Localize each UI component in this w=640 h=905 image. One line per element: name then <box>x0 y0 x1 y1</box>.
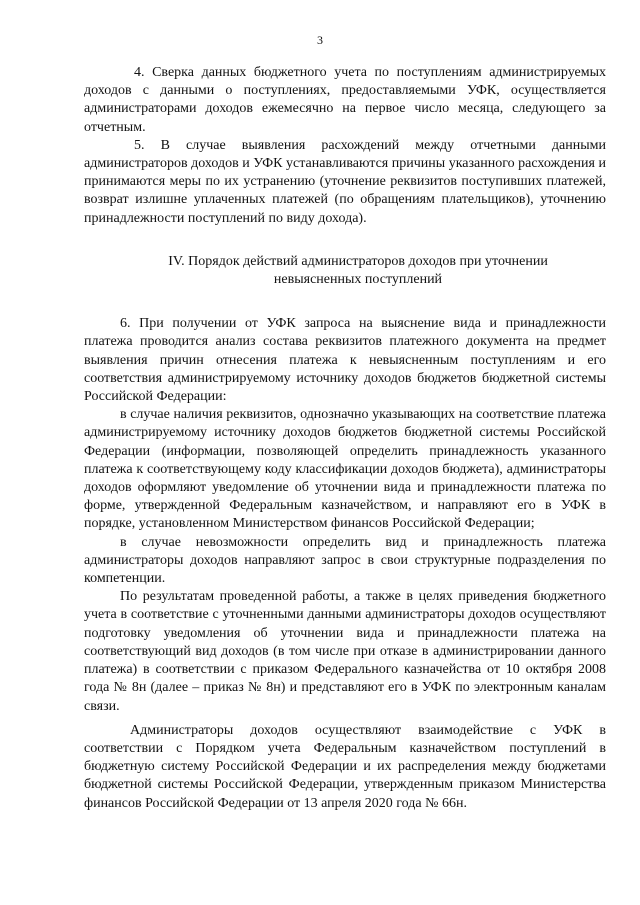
section-heading-line1: IV. Порядок действий администраторов доходов при уточнении <box>168 253 548 269</box>
paragraph-4: 4. Сверка данных бюджетного учета по поступлениям администрируемых доходов с данными о поступлениях, предоставляемыми УФК, осуществляется администраторами доходов ежемесячно на первое число месяца, следующего за отчетным. <box>84 65 606 135</box>
paragraph-8: Администраторы доходов осуществляют взаимодействие с УФК в соответствии с Порядком учета Федеральным казначейством поступлений в бюджетную систему Российской Федерации и их распределения между бюджетами бюджетной системы Российской Федерации, утвержденным приказом Министерства финансов Российской Федерации от 13 апреля 2020 года № 66н. <box>84 722 606 811</box>
paragraph-6: 6. При получении от УФК запроса на выяснение вида и принадлежности платежа проводится анализ состава реквизитов платежного документа на предмет выявления причин отнесения платежа к невыясненным поступлениям и его соответствия администрируемому источнику доходов бюджетов бюджетной системы Российской Федерации: <box>84 316 606 405</box>
section-heading <box>84 253 606 289</box>
paragraph-6-case-a: в случае наличия реквизитов, однозначно указывающих на соответствие платежа администрируемому источнику доходов бюджетов бюджетной системы Российской Федерации (информации, позволяющей определить принадлежность указанного платежа к соответствующему коду классификации доходов бюджета), администраторы доходов оформляют уведомление об уточнении вида и принадлежности платежа по форме, утвержденной Федеральным казначейством, и направляют его в УФК в порядке, установленном Министерством финансов Российской Федерации; <box>84 407 606 532</box>
paragraph-6-case-b: в случае невозможности определить вид и принадлежность платежа администраторы доходов направляют запрос в свои структурные подразделения по компетенции. <box>84 534 606 587</box>
paragraph-5: 5. В случае выявления расхождений между отчетными данными администраторов доходов и УФК устанавливаются причины указанного расхождения и принимаются меры по их устранению (уточнение реквизитов поступивших платежей, возврат излишне уплаченных платежей (по обращениям плательщиков), уточнению принадлежности поступлений по виду дохода). <box>84 137 606 226</box>
section-heading-line2: невыясненных поступлений <box>273 272 443 288</box>
page-number: 3 <box>317 33 323 47</box>
document-body <box>84 64 606 813</box>
paragraph-7: По результатам проведенной работы, а также в целях приведения бюджетного учета в соответствие с уточненными данными администраторы доходов осуществляют подготовку уведомления об уточнении вида и принадлежности платежа на соответствующий вид доходов (в том числе при отказе в администрировании данного платежа) в соответствии с приказом Федерального казначейства от 10 октября 2008 года № 8н (далее – приказ № 8н) и представляют его в УФК по электронным каналам связи. <box>84 589 606 714</box>
